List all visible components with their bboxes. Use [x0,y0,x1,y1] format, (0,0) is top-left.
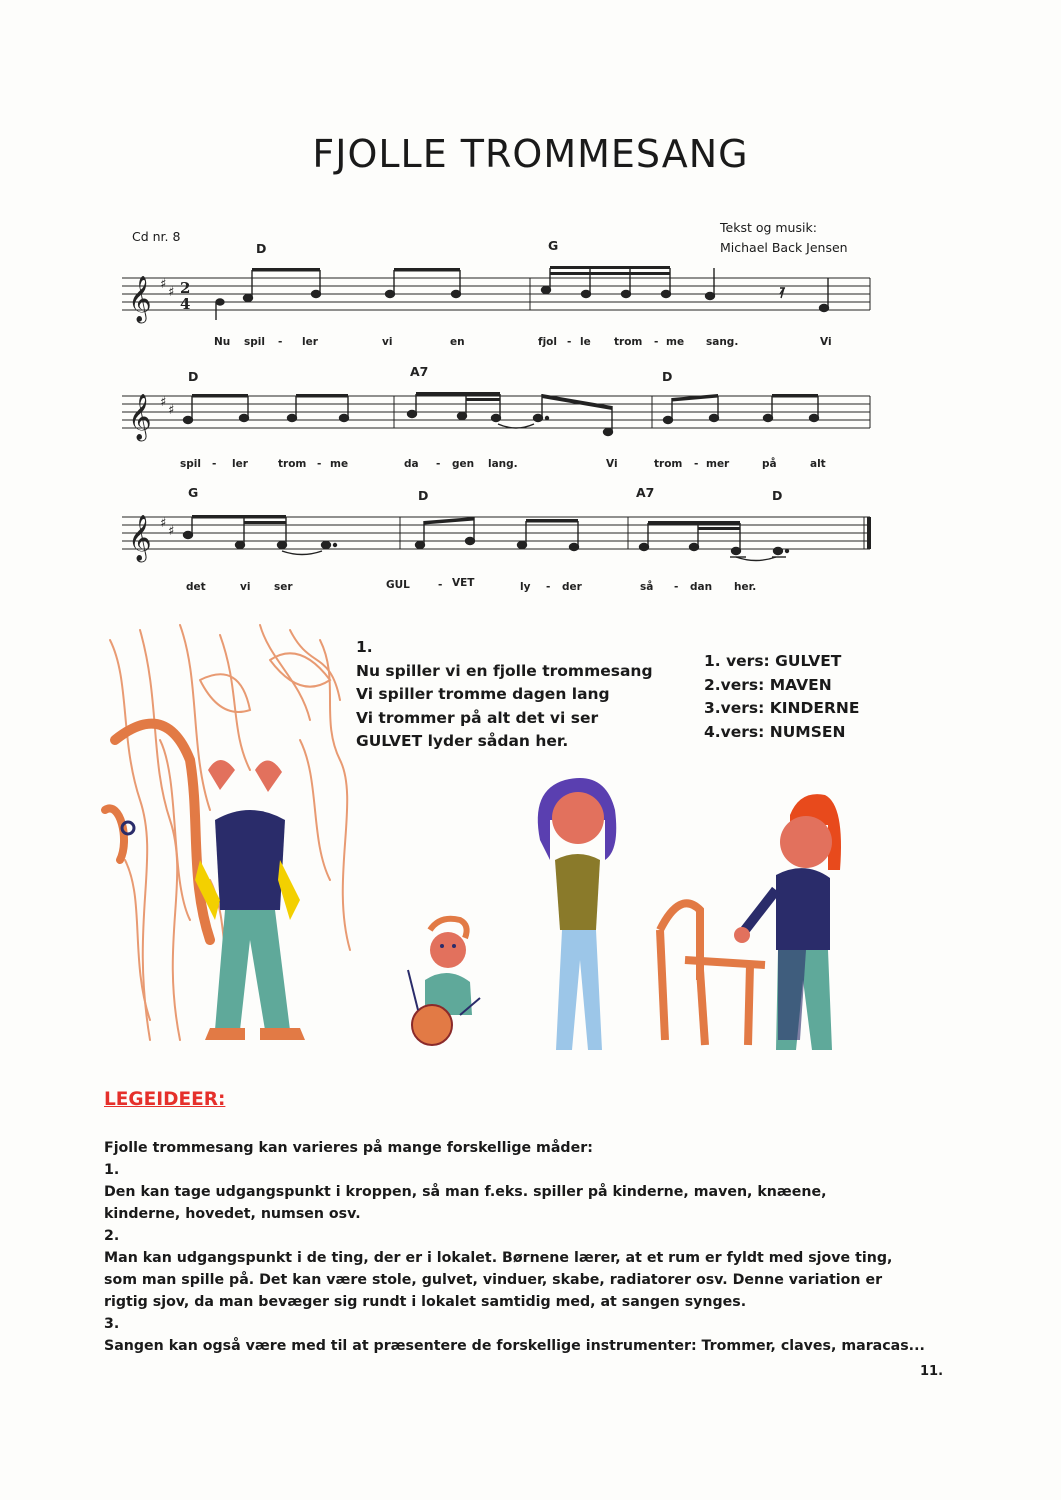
verse-line: GULVET lyder sådan her. [356,732,569,750]
lyric: Vi [820,336,832,348]
lyric: dan [690,581,713,593]
verse-number: 1. [356,638,373,656]
lyric: me [330,458,349,470]
verse-line: Vi spiller tromme dagen lang [356,685,610,703]
key-signature-1: ♯ [160,277,167,292]
lyric: - [438,579,443,591]
lyric: trom [614,336,643,348]
chord: D [256,241,267,256]
lyric: da [404,458,419,470]
lyric: - [436,458,441,470]
credit-line-1: Tekst og musik: [720,220,817,235]
time-signature: 2 [180,279,191,297]
verse-line: Vi trommer på alt det vi ser [356,708,599,727]
lyric: det [186,581,206,593]
idea-line: kinderne, hovedet, numsen osv. [104,1206,361,1222]
verse-list-item: 3.vers: KINDERNE [704,699,860,717]
lyric: - [674,581,679,593]
child-drumming-figure [195,760,305,1040]
lyric: - [317,458,322,470]
notes-staff-2 [184,392,819,436]
adult-figure-purple-hair [538,778,616,1050]
cd-label: Cd nr. 8 [132,229,181,244]
staff-1-lines [122,278,870,310]
page-title: FJOLLE TROMMESANG [312,132,749,176]
lyric: - [278,336,283,348]
idea-line: 2. [104,1228,120,1244]
lyric: ly [520,581,531,593]
lyric: sang. [706,336,739,348]
svg-text:4: 4 [180,295,191,313]
lyric: - [694,458,699,470]
lyric: vi [382,336,393,348]
notes-staff-3 [184,515,789,561]
svg-text:♯: ♯ [168,524,175,539]
lyric: Vi [606,458,618,470]
lyric: - [654,336,659,348]
idea-line: som man spille på. Det kan være stole, gulvet, vinduer, skabe, radiatorer osv. Denne variation er [104,1272,883,1288]
idea-line: Fjolle trommesang kan varieres på mange forskellige måder: [104,1140,593,1156]
chord: D [662,369,673,384]
idea-line: Sangen kan også være med til at præsentere de forskellige instrumenter: Trommer, claves, maracas... [104,1338,925,1354]
lyric: - [567,336,572,348]
verse-list-item: 2.vers: MAVEN [704,675,832,694]
sheet-music [0,0,1061,620]
lyric: vi [240,581,251,593]
lyric: mer [706,458,730,470]
idea-line: rigtig sjov, da man bevæger sig rundt i lokalet samtidig med, at sangen synges. [104,1294,747,1310]
lyric: gen [452,458,475,470]
lyric: trom [654,458,683,470]
credit-line-2: Michael Back Jensen [720,240,848,255]
treble-clef-2: 𝄞 [128,394,152,440]
lyric: lang. [488,458,518,470]
lyric: en [450,336,465,348]
treble-clef-3: 𝄞 [128,515,152,561]
rest [780,288,785,298]
chord: A7 [410,364,429,379]
lyric: ser [274,581,293,593]
lyric: le [580,336,591,348]
svg-text:♯: ♯ [168,403,175,418]
lyric: me [666,336,685,348]
lyric: ler [302,336,318,348]
section-heading: LEGEIDEER: [104,1089,226,1110]
treble-clef-1: 𝄞 [128,276,152,322]
lyric: Nu [214,336,231,348]
lyric: her. [734,581,757,593]
lyric: spil [180,458,201,470]
verse-line: Nu spiller vi en fjolle trommesang [356,661,653,680]
ideas-text [104,1137,925,1357]
lyric: - [212,458,217,470]
lyric: - [546,581,551,593]
chord: G [548,238,559,253]
staff-3-lines [122,517,870,549]
lyric: VET [452,577,475,589]
idea-line: Den kan tage udgangspunkt i kroppen, så man f.eks. spiller på kinderne, maven, knæene, [104,1184,827,1200]
lyric: ler [232,458,248,470]
chord: G [188,485,199,500]
chord: D [772,488,783,503]
lyric: der [562,581,582,593]
lyric: spil [244,336,265,348]
small-child-figure [408,919,480,1045]
svg-text:♯: ♯ [168,285,175,300]
children-drawing [100,620,880,1060]
page-number: 11. [920,1364,944,1379]
final-barline [867,517,871,549]
idea-line: 1. [104,1162,120,1178]
chord: A7 [636,485,655,500]
lyric: fjol [538,336,557,348]
lyric: trom [278,458,307,470]
lyric: på [762,458,777,470]
idea-line: 3. [104,1316,120,1332]
notes-staff-1 [216,266,829,320]
idea-line: Man kan udgangspunkt i de ting, der er i lokalet. Børnene lærer, at et rum er fyldt med sjove ting, [104,1250,893,1266]
lyric: alt [810,458,826,470]
verse-list-item: 1. vers: GULVET [704,652,842,670]
chord: D [188,369,199,384]
verse-list-item: 4.vers: NUMSEN [704,722,846,741]
lyric: så [640,581,654,593]
chord: D [418,488,429,503]
key-signature-2: ♯ [160,395,167,410]
lyric: GUL [386,579,410,591]
key-signature-3: ♯ [160,516,167,531]
